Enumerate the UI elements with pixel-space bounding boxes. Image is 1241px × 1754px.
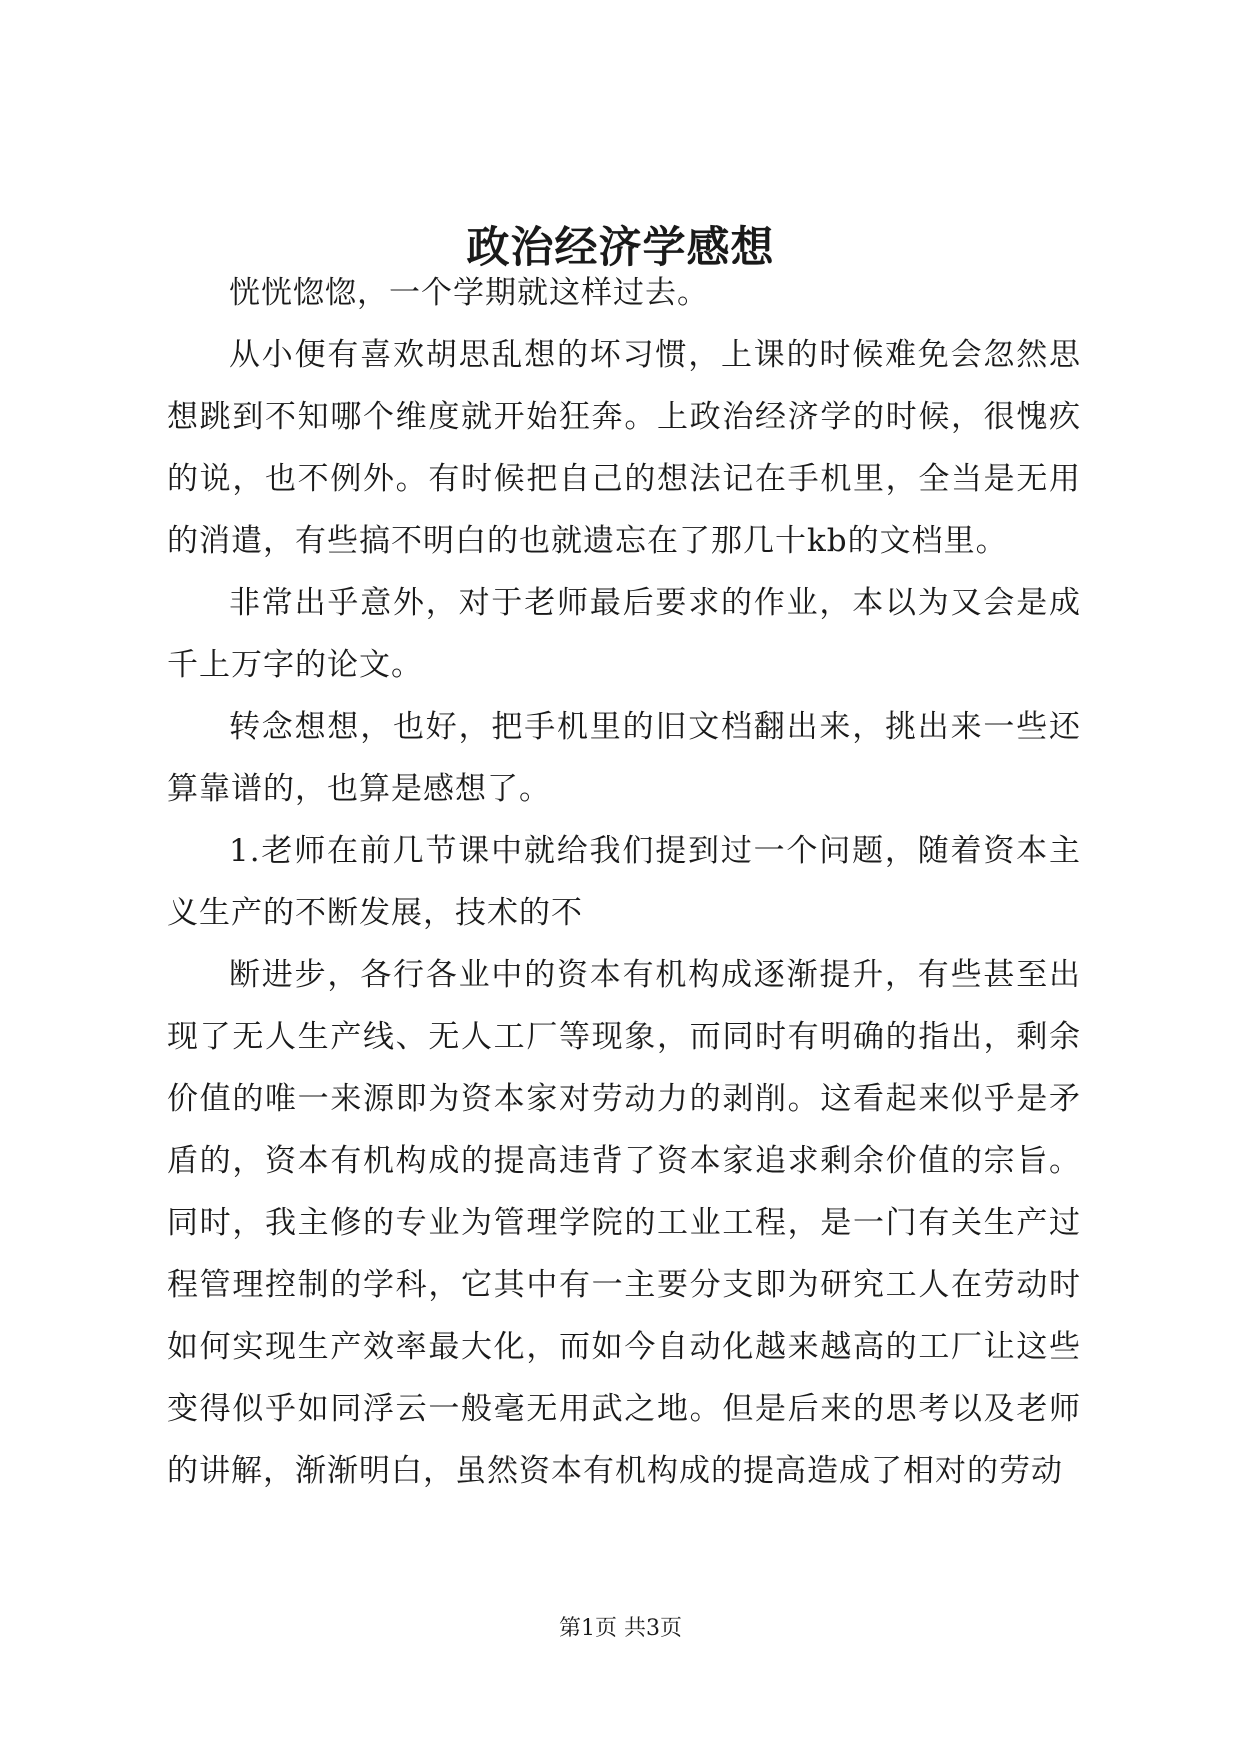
paragraph-2: 从小便有喜欢胡思乱想的坏习惯，上课的时候难免会忽然思想跳到不知哪个维度就开始狂奔。上政治经济学的时候，很愧疚的说，也不例外。有时候把自己的想法记在手机里，全当是无用的消遣，有些搞不明白的也就遗忘在了那几十kb的文档里。	[167, 337, 1081, 559]
paragraph-6: 断进步，各行各业中的资本有机构成逐渐提升，有些甚至出现了无人生产线、无人工厂等现象，而同时有明确的指出，剩余价值的唯一来源即为资本家对劳动力的剥削。这看起来似乎是矛盾的，资本有机构成的提高违背了资本家追求剩余价值的宗旨。同时，我主修的专业为管理学院的工业工程，是一门有关生产过程管理控制的学科，它其中有一主要分支即为研究工人在劳动时如何实现生产效率最大化，而如今自动化越来越高的工厂让这些变得似乎如同浮云一般毫无用武之地。但是后来的思考以及老师的讲解，渐渐明白，虽然资本有机构成的提高造成了相对的劳动	[167, 957, 1081, 1489]
document-body	[167, 262, 1081, 1502]
document-title: 政治经济学感想	[466, 223, 775, 273]
paragraph-1: 恍恍惚惚，一个学期就这样过去。	[229, 275, 709, 311]
paragraph-3: 非常出乎意外，对于老师最后要求的作业，本以为又会是成千上万字的论文。	[167, 585, 1081, 683]
page-footer: 第1页 共3页	[559, 1616, 682, 1641]
paragraph-4: 转念想想，也好，把手机里的旧文档翻出来，挑出来一些还算靠谱的，也算是感想了。	[167, 709, 1081, 807]
paragraph-5: 1.老师在前几节课中就给我们提到过一个问题，随着资本主义生产的不断发展，技术的不	[167, 833, 1081, 931]
